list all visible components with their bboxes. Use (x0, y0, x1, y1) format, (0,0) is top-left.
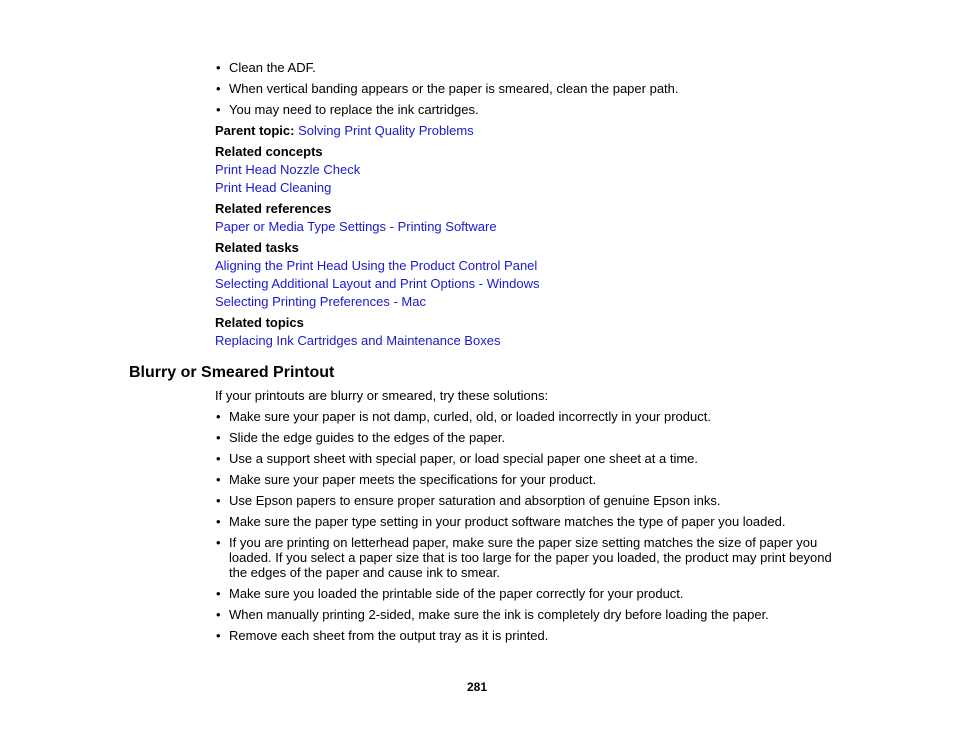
list-item: • Remove each sheet from the output tray as it is printed. (215, 628, 835, 643)
related-topic-link-replace-ink[interactable]: Replacing Ink Cartridges and Maintenance Boxes (215, 333, 501, 348)
parent-topic-label: Parent topic: (215, 123, 295, 138)
list-item: • When vertical banding appears or the paper is smeared, clean the paper path. (215, 81, 835, 96)
list-item: • Use Epson papers to ensure proper saturation and absorption of genuine Epson inks. (215, 493, 835, 508)
list-item: • Use a support sheet with special paper, or load special paper one sheet at a time. (215, 451, 835, 466)
related-concept-link-nozzle-check[interactable]: Print Head Nozzle Check (215, 162, 361, 177)
list-item: • Make sure your paper is not damp, curled, old, or loaded incorrectly in your product. (215, 409, 835, 424)
list-item: • If you are printing on letterhead paper, make sure the paper size setting matches the size of paper you loaded. If you select a paper size that is too large for the paper you loaded, the product may print beyond the edges of the paper and cause ink to smear. (215, 535, 835, 580)
related-concept-link-head-cleaning[interactable]: Print Head Cleaning (215, 180, 332, 195)
related-task-link-preferences-mac[interactable]: Selecting Printing Preferences - Mac (215, 294, 426, 309)
list-item: • When manually printing 2-sided, make sure the ink is completely dry before loading the paper. (215, 607, 835, 622)
solutions-list (215, 409, 835, 643)
top-bullet-list (215, 60, 835, 117)
section-body (215, 388, 835, 649)
related-topics-heading: Related topics (215, 315, 304, 330)
list-item: • Slide the edge guides to the edges of the paper. (215, 430, 835, 445)
related-tasks-heading: Related tasks (215, 240, 299, 255)
page-number: 281 (466, 680, 488, 694)
section-intro: If your printouts are blurry or smeared, try these solutions: (215, 388, 549, 403)
top-content (215, 60, 835, 351)
parent-topic-link[interactable]: Solving Print Quality Problems (298, 123, 474, 138)
related-task-link-align-head[interactable]: Aligning the Print Head Using the Product Control Panel (215, 258, 538, 273)
related-references-heading: Related references (215, 201, 332, 216)
related-reference-link-media-type[interactable]: Paper or Media Type Settings - Printing Software (215, 219, 497, 234)
parent-topic (215, 123, 835, 139)
list-item: • Clean the ADF. (215, 60, 835, 75)
list-item: • Make sure you loaded the printable side of the paper correctly for your product. (215, 586, 835, 601)
related-concepts-heading: Related concepts (215, 144, 323, 159)
list-item: • Make sure the paper type setting in your product software matches the type of paper you loaded. (215, 514, 835, 529)
list-item: • Make sure your paper meets the specifications for your product. (215, 472, 835, 487)
section-title: Blurry or Smeared Printout (129, 364, 335, 381)
related-task-link-layout-windows[interactable]: Selecting Additional Layout and Print Options - Windows (215, 276, 540, 291)
list-item: • You may need to replace the ink cartridges. (215, 102, 835, 117)
